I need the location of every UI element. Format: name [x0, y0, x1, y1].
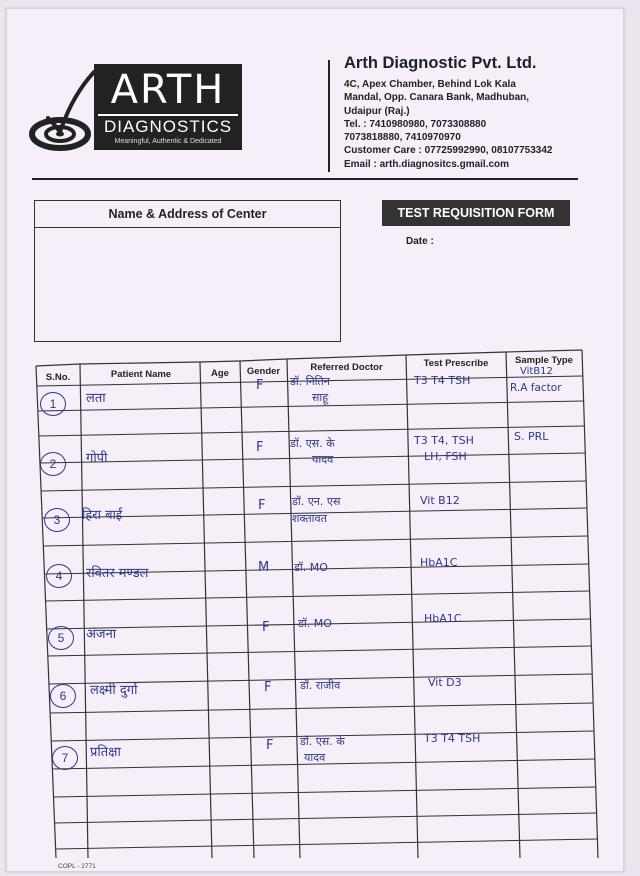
- col-header-referred-doctor: Referred Doctor: [310, 362, 383, 373]
- patient-name: गोपी: [86, 451, 108, 466]
- table-row-line: [50, 703, 593, 713]
- row-number: 5: [48, 626, 74, 650]
- address-line: Customer Care : 07725992990, 08107753342: [344, 145, 553, 157]
- row-number: 2: [40, 452, 66, 476]
- row-number: 4: [46, 564, 72, 588]
- referred-doctor: डॉ. एस. के: [290, 437, 335, 450]
- form-title: TEST REQUISITION FORM: [382, 200, 570, 226]
- referred-doctor: डॉ. नितिन: [290, 375, 330, 388]
- test-prescribed: HbA1C: [424, 612, 462, 625]
- address-line: 4C, Apex Chamber, Behind Lok Kala: [344, 79, 516, 90]
- referred-doctor: शक्तावत: [292, 512, 327, 525]
- patient-name: प्रतिक्षा: [90, 745, 121, 760]
- patient-gender: F: [266, 738, 274, 753]
- col-header-age: Age: [211, 368, 229, 379]
- row-number: 6: [50, 684, 76, 708]
- logo-brand: ARTH: [110, 67, 226, 113]
- patient-name: लता: [86, 391, 106, 406]
- referred-doctor: डॉ. एस. के: [300, 735, 345, 748]
- address-line: Email : arth.diagnositcs.gmail.com: [344, 158, 510, 170]
- date-label: Date :: [406, 236, 434, 247]
- col-header-gender: Gender: [246, 366, 281, 377]
- referred-doctor: डॉ. एन. एस: [292, 495, 341, 508]
- form-code: COPL - 2771: [58, 863, 96, 870]
- patient-name: लक्ष्मी दुर्गा: [90, 683, 138, 698]
- patient-gender: M: [258, 560, 270, 575]
- patient-gender: F: [256, 378, 264, 393]
- row-number: 3: [44, 508, 70, 532]
- table-row-line: [39, 426, 584, 436]
- table-row-line: [53, 787, 596, 797]
- center-box-title: Name & Address of Center: [35, 201, 340, 228]
- referred-doctor: डॉ. MO: [294, 561, 328, 574]
- referred-doctor: यादव: [312, 453, 334, 466]
- patient-name: रवितर मण्डल: [86, 566, 149, 581]
- referred-doctor: यादव: [304, 751, 326, 764]
- table-row-line: [43, 536, 588, 546]
- test-prescribed: HbA1C: [420, 556, 458, 569]
- address-line: Tel. : 7410980980, 7073308880: [344, 118, 487, 130]
- table-row-line: [48, 646, 592, 656]
- table-row-line: [41, 481, 586, 491]
- logo-sub: DIAGNOSTICS: [98, 114, 238, 137]
- sample-type: S. PRL: [514, 430, 549, 443]
- referred-doctor: डॉ. MO: [298, 617, 332, 630]
- table-row-line: [46, 591, 590, 601]
- test-prescribed: Vit D3: [428, 676, 462, 689]
- patient-gender: F: [264, 680, 272, 695]
- table-row-line: [38, 401, 584, 411]
- referred-doctor: साहू: [312, 391, 329, 404]
- col-header-test-prescribe: Test Prescribe: [423, 358, 489, 369]
- company-name: Arth Diagnostic Pvt. Ltd.: [344, 54, 537, 72]
- table-row-line: [55, 813, 597, 823]
- sample-type: R.A factor: [510, 382, 562, 394]
- referred-doctor: डॉ. राजीव: [300, 679, 341, 692]
- test-prescribed: T3 T4, TSH: [414, 434, 474, 447]
- patient-gender: F: [258, 498, 266, 513]
- patient-gender: F: [262, 620, 270, 635]
- row-number: 1: [40, 392, 66, 416]
- test-prescribed: T3 T4 TSH: [424, 732, 481, 745]
- test-prescribed: T3 T4 TSH: [414, 374, 471, 387]
- col-header-patient-name: Patient Name: [110, 369, 172, 380]
- table-row-line: [56, 839, 598, 849]
- row-number: 7: [52, 746, 78, 770]
- address-line: Mandal, Opp. Canara Bank, Madhuban,: [344, 92, 530, 104]
- test-prescribed: Vit B12: [420, 494, 460, 507]
- col-header-sample-type: Sample Type: [515, 355, 573, 366]
- patient-name: हिरा बाई: [82, 508, 123, 523]
- patient-gender: F: [256, 440, 264, 455]
- test-prescribed: LH, FSH: [424, 450, 467, 463]
- sample-type: VitB12: [520, 366, 553, 377]
- address-line: Udaipur (Raj.): [344, 105, 410, 117]
- address-line: 7073818880, 7410970970: [344, 132, 461, 144]
- patient-name: अंजना: [86, 627, 117, 642]
- logo-tagline: Meaningful, Authentic & Dedicated: [114, 138, 222, 145]
- col-header-sno: S.No.: [45, 372, 71, 383]
